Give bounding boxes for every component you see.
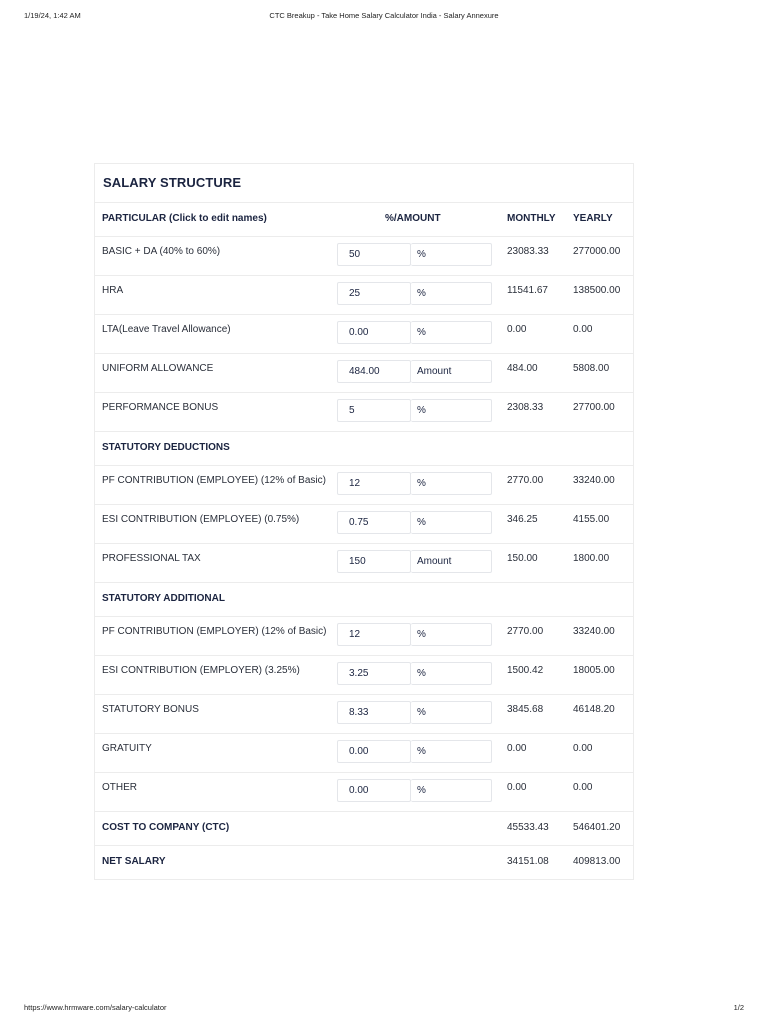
salary-row-professional-tax bbox=[95, 544, 633, 583]
row-label[interactable]: UNIFORM ALLOWANCE bbox=[102, 363, 214, 374]
salary-row-pf-employee bbox=[95, 466, 633, 505]
value-input[interactable]: 12 bbox=[337, 472, 411, 495]
value-input[interactable]: 12 bbox=[337, 623, 411, 646]
row-label[interactable]: PERFORMANCE BONUS bbox=[102, 402, 219, 413]
row-label[interactable]: PF CONTRIBUTION (EMPLOYEE) (12% of Basic) bbox=[102, 475, 326, 486]
input-group bbox=[337, 282, 492, 305]
yearly-value: 33240.00 bbox=[573, 475, 615, 486]
monthly-value: 2770.00 bbox=[507, 475, 544, 486]
salary-row-gratuity bbox=[95, 734, 633, 773]
monthly-value: 1500.42 bbox=[507, 665, 544, 676]
monthly-value: 23083.33 bbox=[507, 246, 549, 257]
value-input[interactable]: 25 bbox=[337, 282, 411, 305]
value-input[interactable]: 0.75 bbox=[337, 511, 411, 534]
unit-select[interactable]: % bbox=[411, 511, 492, 534]
value-input[interactable]: 0.00 bbox=[337, 321, 411, 344]
row-label[interactable]: PROFESSIONAL TAX bbox=[102, 553, 201, 564]
input-group bbox=[337, 623, 492, 646]
monthly-value: 0.00 bbox=[507, 324, 527, 335]
monthly-value: 346.25 bbox=[507, 514, 538, 525]
yearly-total: 546401.20 bbox=[573, 822, 621, 833]
yearly-value: 138500.00 bbox=[573, 285, 621, 296]
total-label: COST TO COMPANY (CTC) bbox=[102, 822, 230, 833]
total-row-net-salary bbox=[95, 846, 633, 879]
row-label[interactable]: GRATUITY bbox=[102, 743, 152, 754]
salary-row-statutory-bonus bbox=[95, 695, 633, 734]
salary-row-uniform-allowance bbox=[95, 354, 633, 393]
value-input[interactable]: 150 bbox=[337, 550, 411, 573]
salary-row-hra bbox=[95, 276, 633, 315]
unit-select[interactable]: Amount bbox=[411, 550, 492, 573]
yearly-value: 46148.20 bbox=[573, 704, 615, 715]
print-page-title: CTC Breakup - Take Home Salary Calculator India - Salary Annexure bbox=[269, 11, 499, 20]
print-footer bbox=[0, 1003, 768, 1015]
salary-structure-card bbox=[94, 163, 634, 880]
particular-header[interactable]: PARTICULAR (Click to edit names) bbox=[102, 213, 267, 224]
row-label[interactable]: STATUTORY BONUS bbox=[102, 704, 199, 715]
total-label: NET SALARY bbox=[102, 856, 166, 867]
unit-select[interactable]: % bbox=[411, 779, 492, 802]
yearly-value: 1800.00 bbox=[573, 553, 610, 564]
monthly-value: 0.00 bbox=[507, 743, 527, 754]
row-label[interactable]: OTHER bbox=[102, 782, 137, 793]
unit-select[interactable]: % bbox=[411, 472, 492, 495]
salary-row-esi-employee bbox=[95, 505, 633, 544]
monthly-header: MONTHLY bbox=[507, 213, 556, 224]
row-label[interactable]: PF CONTRIBUTION (EMPLOYER) (12% of Basic) bbox=[102, 626, 327, 637]
unit-select[interactable]: % bbox=[411, 740, 492, 763]
print-date: 1/19/24, 1:42 AM bbox=[24, 11, 81, 20]
print-url: https://www.hrmware.com/salary-calculator bbox=[24, 1003, 167, 1012]
card-title: SALARY STRUCTURE bbox=[95, 164, 633, 203]
salary-row-lta bbox=[95, 315, 633, 354]
unit-select[interactable]: % bbox=[411, 399, 492, 422]
input-group bbox=[337, 321, 492, 344]
input-group bbox=[337, 243, 492, 266]
unit-select[interactable]: Amount bbox=[411, 360, 492, 383]
row-label[interactable]: ESI CONTRIBUTION (EMPLOYER) (3.25%) bbox=[102, 665, 300, 676]
input-group bbox=[337, 779, 492, 802]
value-input[interactable]: 3.25 bbox=[337, 662, 411, 685]
row-label[interactable]: HRA bbox=[102, 285, 124, 296]
input-group bbox=[337, 662, 492, 685]
yearly-value: 27700.00 bbox=[573, 402, 615, 413]
yearly-value: 0.00 bbox=[573, 324, 593, 335]
monthly-value: 2770.00 bbox=[507, 626, 544, 637]
salary-row-basic-da bbox=[95, 237, 633, 276]
print-header bbox=[0, 11, 768, 23]
monthly-value: 3845.68 bbox=[507, 704, 544, 715]
section-title: STATUTORY DEDUCTIONS bbox=[102, 442, 230, 453]
yearly-value: 0.00 bbox=[573, 743, 593, 754]
salary-row-other bbox=[95, 773, 633, 812]
row-label[interactable]: BASIC + DA (40% to 60%) bbox=[102, 246, 221, 257]
unit-select[interactable]: % bbox=[411, 662, 492, 685]
salary-row-pf-employer bbox=[95, 617, 633, 656]
yearly-value: 33240.00 bbox=[573, 626, 615, 637]
yearly-header: YEARLY bbox=[573, 213, 613, 224]
monthly-value: 0.00 bbox=[507, 782, 527, 793]
total-row-ctc bbox=[95, 812, 633, 846]
monthly-total: 34151.08 bbox=[507, 856, 549, 867]
row-label[interactable]: ESI CONTRIBUTION (EMPLOYEE) (0.75%) bbox=[102, 514, 300, 525]
section-statutory-deductions bbox=[95, 432, 633, 466]
value-input[interactable]: 50 bbox=[337, 243, 411, 266]
input-group bbox=[337, 701, 492, 724]
input-group bbox=[337, 740, 492, 763]
monthly-total: 45533.43 bbox=[507, 822, 549, 833]
yearly-value: 277000.00 bbox=[573, 246, 621, 257]
value-input[interactable]: 0.00 bbox=[337, 779, 411, 802]
unit-select[interactable]: % bbox=[411, 243, 492, 266]
value-input[interactable]: 8.33 bbox=[337, 701, 411, 724]
monthly-value: 2308.33 bbox=[507, 402, 544, 413]
input-group bbox=[337, 399, 492, 422]
pct-amount-header: %/AMOUNT bbox=[385, 213, 441, 224]
unit-select[interactable]: % bbox=[411, 701, 492, 724]
monthly-value: 484.00 bbox=[507, 363, 538, 374]
section-title: STATUTORY ADDITIONAL bbox=[102, 593, 225, 604]
value-input[interactable]: 484.00 bbox=[337, 360, 411, 383]
row-label[interactable]: LTA(Leave Travel Allowance) bbox=[102, 324, 231, 335]
table-header-row bbox=[95, 203, 633, 237]
unit-select[interactable]: % bbox=[411, 321, 492, 344]
yearly-value: 0.00 bbox=[573, 782, 593, 793]
yearly-value: 5808.00 bbox=[573, 363, 610, 374]
value-input[interactable]: 0.00 bbox=[337, 740, 411, 763]
value-input[interactable]: 5 bbox=[337, 399, 411, 422]
yearly-value: 18005.00 bbox=[573, 665, 615, 676]
input-group bbox=[337, 360, 492, 383]
input-group bbox=[337, 550, 492, 573]
monthly-value: 150.00 bbox=[507, 553, 538, 564]
salary-row-esi-employer bbox=[95, 656, 633, 695]
yearly-value: 4155.00 bbox=[573, 514, 610, 525]
yearly-total: 409813.00 bbox=[573, 856, 621, 867]
input-group bbox=[337, 472, 492, 495]
input-group bbox=[337, 511, 492, 534]
unit-select[interactable]: % bbox=[411, 282, 492, 305]
unit-select[interactable]: % bbox=[411, 623, 492, 646]
print-page-number: 1/2 bbox=[733, 1003, 744, 1012]
salary-row-performance-bonus bbox=[95, 393, 633, 432]
section-statutory-additional bbox=[95, 583, 633, 617]
monthly-value: 11541.67 bbox=[507, 285, 548, 296]
